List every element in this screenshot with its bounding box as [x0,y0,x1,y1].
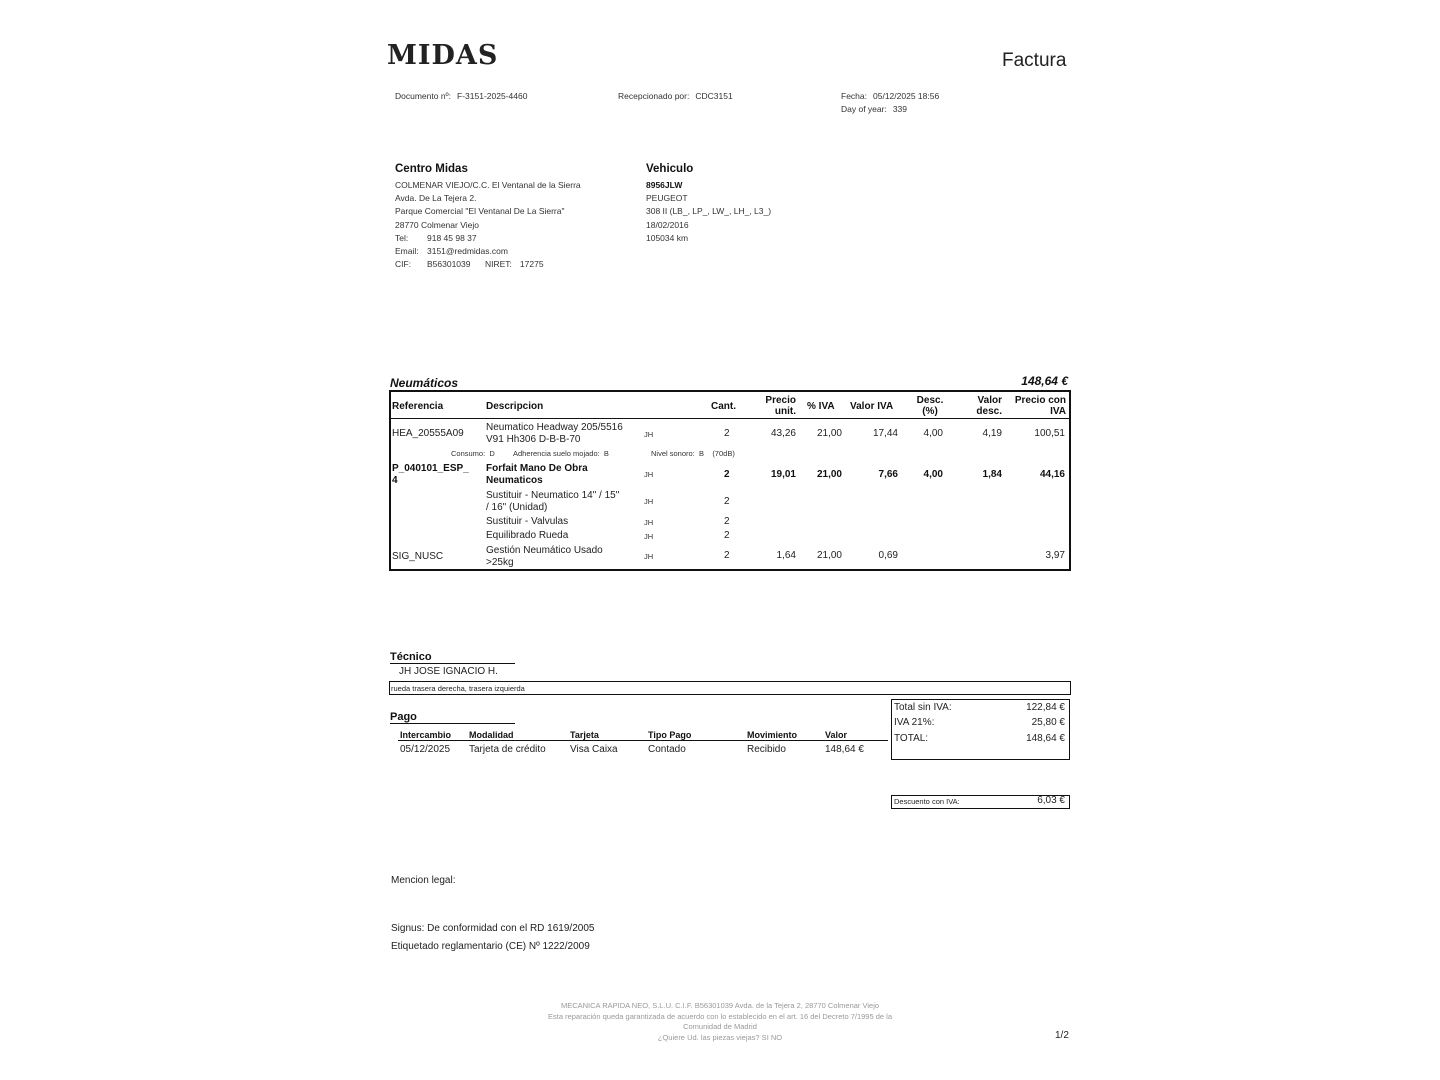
table-row-total: 44,16 [1039,469,1065,480]
pago-th-intercambio: Intercambio [400,730,452,740]
table-row-desc: Forfait Mano De Obra Neumaticos [486,463,588,486]
sub-item-cant: 2 [724,530,730,541]
table-row-total: 3,97 [1045,550,1065,561]
descuento-label: Descuento con IVA: [894,797,960,806]
table-row-desc-pct: 4,00 [923,469,943,480]
table-row-iva: 21,00 [816,550,842,561]
eu-label-adherencia: Adherencia suelo mojado: B [513,449,609,458]
table-row-tec: JH [644,470,654,479]
vehiculo-title: Vehiculo [646,163,694,175]
th-precio-con-iva: Precio con IVA [1014,395,1066,417]
day-of-year: Day of year: 339 [841,104,908,114]
documento-number: Documento nº: F-3151-2025-4460 [395,91,528,101]
centro-cif: CIF: B56301039 NIRET: 17275 [395,259,544,270]
pago-th-movimiento: Movimiento [747,730,798,740]
table-row-cant: 2 [724,550,730,561]
tecnico-notes: rueda trasera derecha, trasera izquierda [391,684,525,693]
th-descripcion: Descripcion [486,401,544,412]
table-row-valor-desc: 1,84 [982,469,1002,480]
sub-item-desc: Sustituir - Neumatico 14" / 15" / 16" (Unidad) [486,490,620,513]
pago-th-tipo: Tipo Pago [648,730,692,740]
fecha: Fecha: 05/12/2025 18:56 [841,91,940,101]
items-header-divider [389,418,1071,419]
sub-item-desc: Equilibrado Rueda [486,530,569,541]
signus-text: Signus: De conformidad con el RD 1619/2005 [391,923,595,934]
vehiculo-marca: PEUGEOT [646,193,688,204]
sub-item-tec: JH [644,497,654,506]
centro-tel: Tel: 918 45 98 37 [395,232,477,243]
sub-item-cant: 2 [724,496,730,507]
th-cant: Cant. [711,401,736,412]
table-row-valor-desc: 4,19 [982,428,1002,439]
sub-item-tec: JH [644,532,654,541]
th-referencia: Referencia [392,401,444,412]
eu-label-nivel: Nivel sonoro: B (70dB) [651,449,735,458]
table-row-cant: 2 [724,428,730,439]
centro-line: 28770 Colmenar Viejo [395,219,479,230]
pago-header-divider [398,740,888,741]
table-row-desc: Gestión Neumático Usado >25kg [486,545,603,568]
vehiculo-km: 105034 km [646,232,689,243]
pago-tipo: Contado [648,744,686,755]
vehiculo-fecha: 18/02/2016 [646,219,689,230]
section-total: 148,64 € [1021,374,1068,388]
th-precio-unit: Precio unit. [765,395,796,417]
tecnico-name: JH JOSE IGNACIO H. [399,666,498,677]
table-row-precio: 43,26 [770,428,796,439]
table-row-tec: JH [644,552,654,561]
table-row-valor-iva: 7,66 [878,469,898,480]
pago-th-valor: Valor [825,730,848,740]
th-iva-pct: % IVA [807,401,835,412]
vehiculo-details [646,179,771,245]
vehiculo-modelo: 308 II (LB_, LP_, LW_, LH_, L3_) [646,206,772,217]
total-iva: IVA 21%: 25,80 € [894,717,1065,728]
total-total: TOTAL: 148,64 € [894,733,1065,744]
midas-logo: MIDAS [387,40,499,71]
descuento-box [891,795,1070,809]
th-desc: Desc. (%) [916,395,944,417]
footer-text: MECANICA RAPIDA NEO, S.L.U. C.I.F. B56301039 Avda. de la Tejera 2, 28770 Colmenar Viejo Esta reparación queda garantizada de acuerdo con lo establecido en el art. 16 del Decreto 7/1995 de la Comunidad de Madrid ¿Quiere Ud. las piezas viejas? SI NO [548,1001,892,1042]
table-row-ref: HEA_20555A09 [392,428,464,439]
page-number: 1/2 [1055,1030,1069,1041]
tecnico-title: Técnico [390,651,515,664]
table-row-valor-iva: 17,44 [872,428,898,439]
pago-intercambio: 05/12/2025 [400,744,451,755]
table-row-iva: 21,00 [816,469,842,480]
pago-title: Pago [390,711,515,724]
table-row-cant: 2 [724,469,730,480]
vehiculo-matricula: 8956JLW [646,180,683,190]
centro-line: Avda. De La Tejera 2. [395,193,477,204]
pago-th-tarjeta: Tarjeta [570,730,599,740]
pago-valor: 148,64 € [825,744,864,755]
recepcionado-por: Recepcionado por: CDC3151 [618,91,733,101]
th-valor-desc: Valor desc. [976,395,1002,417]
etiquetado-text: Etiquetado reglamentario (CE) Nº 1222/2009 [391,941,590,952]
table-row-desc-pct: 4,00 [923,428,943,439]
table-row-valor-iva: 0,69 [878,550,898,561]
sub-item-tec: JH [644,518,654,527]
table-row-total: 100,51 [1034,428,1065,439]
pago-tarjeta: Visa Caixa [570,744,618,755]
table-row-ref: P_040101_ESP_ 4 [392,463,469,486]
section-title: Neumáticos [390,376,459,390]
th-valor-iva: Valor IVA [850,401,894,412]
table-row-tec: JH [644,430,654,439]
sub-item-cant: 2 [724,516,730,527]
total-sin-iva: Total sin IVA: 122,84 € [894,702,1065,713]
descuento-value: 6,03 € [1037,795,1065,806]
table-row-ref: SIG_NUSC [392,551,444,562]
eu-label-consumo: Consumo: D [451,449,495,458]
centro-line: COLMENAR VIEJO/C.C. El Ventanal de la Sierra [395,180,581,190]
centro-line: Parque Comercial "El Ventanal De La Sierra" [395,206,565,217]
mencion-legal: Mencion legal: [391,875,456,886]
table-row-desc: Neumatico Headway 205/5516 V91 Hh306 D-B-B-70 [486,422,623,445]
pago-modalidad: Tarjeta de crédito [469,744,546,755]
pago-movimiento: Recibido [747,744,786,755]
document-title: Factura [1002,50,1067,71]
table-row-precio: 19,01 [770,469,796,480]
totals-box [891,699,1070,760]
centro-address [395,179,581,271]
table-row-precio: 1,64 [776,550,796,561]
pago-th-modalidad: Modalidad [469,730,514,740]
table-row-iva: 21,00 [816,428,842,439]
centro-title: Centro Midas [395,163,468,175]
centro-email: Email: 3151@redmidas.com [395,246,508,257]
sub-item-desc: Sustituir - Valvulas [486,516,569,527]
